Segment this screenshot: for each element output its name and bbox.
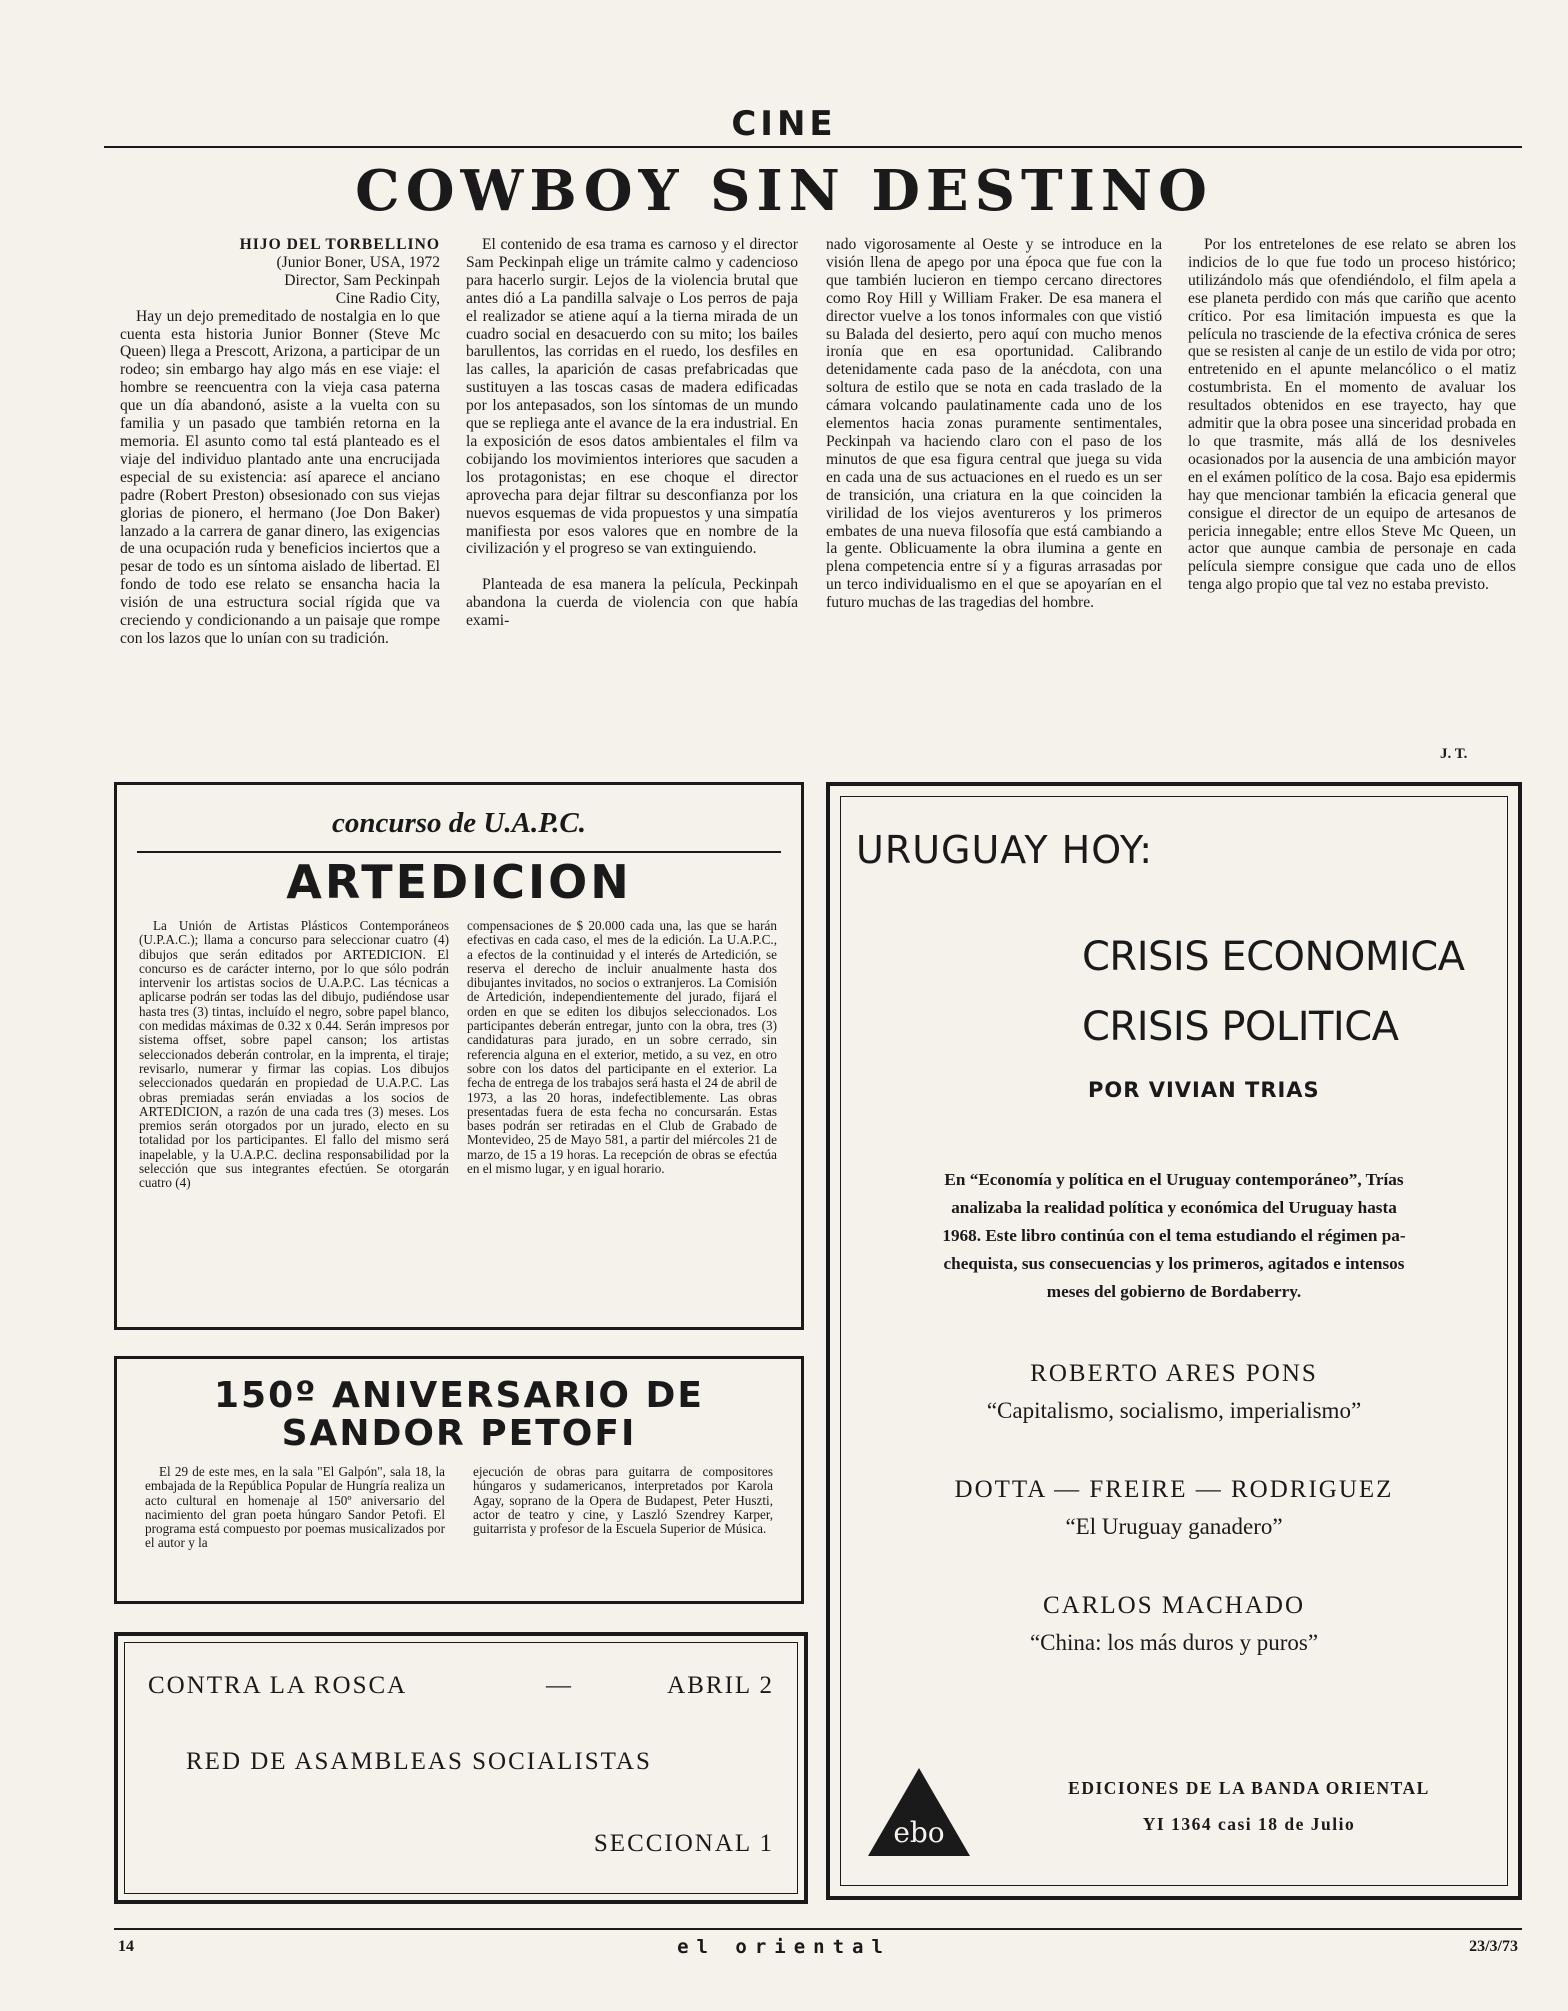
rosca-middle: RED DE ASAMBLEAS SOCIALISTAS [186,1748,652,1775]
rosca-box [114,1632,808,1904]
contest-kicker: concurso de U.A.P.C. [331,807,587,839]
rosca-dash: — [546,1672,573,1699]
contest-column-2 [467,919,777,1307]
footer-rule [114,1928,1522,1930]
credits-line: Cine Radio City, [335,289,440,307]
book-entry [830,1476,1518,1540]
section-label: CINE [731,104,837,144]
review-signature: J. T. [1440,746,1468,762]
paragraph: Hay un dejo premeditado de nostalgia en lo que cuenta esta historia Junior Bonner (Steve Mc Queen) llega a Prescott, Arizona, a participar de un rodeo; sin embargo hay algo más en ese viaje: el hombre se reencuentra con la vieja casa paterna que un día abandonó, asiste a la vuelta con su familia y un pasado que también retorna en la memoria. El asunto como tal está planteado es el viaje del individuo plantado ante una encrucijada especial de su existencia: así aparece el anciano padre (Robert Preston) obsesionado con sus viejas glorias de pionero, el hermano (Joe Don Baker) lanzado a la carrera de ganar dinero, las exigencias de una ocupación ruda y beneficios inciertos que a pesar de todo es un síntoma aislado de libertad. El fondo de todo ese relato se ensancha hacia la visión de una estructura social rígida que va creciendo y condicionando a un paisaje que rompe con los lazos que lo unían con su tradición. [120,307,440,647]
ad-crisis-politica: CRISIS POLITICA [1082,1004,1399,1050]
rosca-right: ABRIL 2 [667,1672,774,1699]
review-column-3 [826,236,1162,766]
issue-date: 23/3/73 [1469,1938,1518,1955]
page-number: 14 [118,1938,134,1955]
article-headline: COWBOY SIN DESTINO [355,158,1213,224]
review-text [120,308,440,768]
description-line: chequista, sus consecuencias y los primeros, agitados e intensos [943,1254,1405,1273]
description-line: analizaba la realidad política y económica del Uruguay hasta [951,1198,1397,1217]
ad-title: URUGUAY HOY: [856,828,1153,872]
description-line: 1968. Este libro continúa con el tema estudiando el régimen pa- [942,1226,1406,1245]
description-line: meses del gobierno de Bordaberry. [1046,1282,1302,1301]
rosca-left: CONTRA LA ROSCA [148,1672,408,1699]
book-author: ROBERTO ARES PONS [1030,1360,1318,1387]
logo-letters: ebo [893,1816,945,1849]
film-credits [120,236,440,308]
ad-description [848,1166,1500,1306]
ad-crisis-economica: CRISIS ECONOMICA [1082,934,1465,980]
publication-name: el oriental [677,1936,891,1958]
publisher-logo-icon [864,1764,974,1860]
book-entry [830,1360,1518,1424]
book-author: DOTTA — FREIRE — RODRIGUEZ [954,1476,1394,1503]
book-entry [830,1592,1518,1656]
paragraph: ejecución de obras para guitarra de compositores húngaros y sudamericanos, interpretados por Karola Agay, soprano de la Opera de Budapest, Peter Huszti, actor de teatro y cine, y Laszló Szendrey Karper, guitarrista y profesor de la Escuela Superior de Música. [473,1465,773,1537]
paragraph: Planteada de esa manera la película, Peckinpah abandona la cuerda de violencia con que había exami- [466,576,798,630]
paragraph: Por los entretelones de ese relato se abren los indicios de lo que fue todo un proceso histórico; utilizándolo más que ofendiéndolo, el film apela a ese planeta perdido con más que cariño que acento crítico. Por esa limitación impuesta es que la película no trasciende de la efectiva crónica de seres que se resisten al canje de un estilo de vida por otro; entretenido en el apunte melancólico o el matiz costumbrista. En el momento de avaluar los resultados obtenidos en ese trayecto, hay que admitir que la obra posee una sinceridad probada en lo que trasmite, más allá de los desniveles ocasionados por la ausencia de una ambición mayor en el exámen político de la cosa. Bajo esa epidermis hay que mencionar también la eficacia general que consigue el director de un equipo de artesanos de pericia innegable; entre ellos Steve Mc Queen, un actor que aunque cambia de personaje en cada película siempre consigue que cada uno de ellos tenga algo propio que tal vez no estaba previsto. [1188,236,1516,594]
petofi-title-line: SANDOR PETOFI [281,1413,637,1454]
contest-title: ARTEDICION [286,855,632,909]
film-title: HIJO DEL TORBELLINO [239,236,440,253]
paragraph: nado vigorosamente al Oeste y se introduce en la visión llena de apego por una época que fue con la que también lucieron en tiempo cercano directores como Roy Hill y William Fraker. De esa manera el director vuelve a los tonos informales con que vistió su Balada del desierto, pero aquí con mucho menos ironía que en esa oportunidad. Calibrando detenidamente cada paso de la anécdota, con una soltura de estilo que se nota en cada traslado de la cámara volcando paulatinamente cada uno de los elementos hacia zonas puramente sentimentales, Peckinpah va haciendo claro con el paso de los minutos de que esa figura central que juega su vida en cada una de sus actuaciones en el ruedo es un ser de transición, una criatura en la que coinciden la virilidad de los viejos aventureros y los primeros embates de una nueva filosofía que está cambiando a la gente. Oblicuamente la obra ilumina a gente en plena competencia entre sí y a figuras arrasadas por un terco individualismo en el que se apoyarían en el futuro muchas de las tragedias del hombre. [826,236,1162,612]
petofi-box [114,1356,804,1604]
book-title: “China: los más duros y puros” [1029,1630,1319,1655]
description-line: En “Economía y política en el Uruguay contemporáneo”, Trías [944,1170,1404,1189]
contest-column-1 [139,919,449,1307]
paragraph: El 29 de este mes, en la sala "El Galpón", sala 18, la embajada de la República Popular de Hungría realiza un acto cultural en homenaje al 150º aniversario del nacimiento del gran poeta húngaro Sandor Petofi. El programa está compuesto por poemas musicalizados por el autor y la [145,1465,445,1551]
review-column-4 [1188,236,1516,732]
publisher-name: EDICIONES DE LA BANDA ORIENTAL [1068,1778,1430,1798]
credits-line: Director, Sam Peckinpah [284,271,440,289]
header-rule [104,146,1522,148]
book-author: CARLOS MACHADO [1042,1592,1306,1619]
book-title: “Capitalismo, socialismo, imperialismo” [986,1398,1362,1423]
paragraph: La Unión de Artistas Plásticos Contemporáneos (U.P.A.C.); llama a concurso para seleccionar cuatro (4) dibujos que serán editados por ARTEDICION. El concurso es de carácter interno, por lo que sólo podrán intervenir los artistas socios de U.A.P.C. Las técnicas a aplicarse podrán ser todas las del dibujo, pudiéndose usar hasta tres (3) tintas, incluído el negro, sobre papel blanco, con medidas máximas de 0.32 x 0.44. Serán impresos por sistema offset, sobre papel canson; los artistas seleccionados deberán controlar, en la imprenta, el tiraje; revisarlo, numerar y firmar las copias. Los dibujos seleccionados quedarán en propiedad de U.A.P.C. Las obras premiadas serán enviadas a los socios de ARTEDICION, a razón de una cada tres (3) meses. Los premios serán otorgados por un jurado, electo en su totalidad por los participantes. El fallo del mismo será inapelable, y la U.A.P.C. declina responsabilidad por la selección que sus integrantes efectúen. Se otorgarán cuatro (4) [139,919,449,1191]
paragraph: compensaciones de $ 20.000 cada una, las que se harán efectivas en cada caso, el mes de la edición. La U.A.P.C., a efectos de la continuidad y el interés de Artedición, se reserva el derecho de incluir anualmente hasta dos dibujantes invitados, no socios o extranjeros. La Comisión de Artedición, independientemente del jurado, fijará el orden en que se editen los dibujos seleccionados. Los participantes deberán entregar, junto con la obra, tres (3) candidaturas para jurado, en un sobre cerrado, sin referencia alguna en el exterior, metido, a su vez, en otro sobre con los datos del participante en el exterior. La fecha de entrega de los trabajos será hasta el 24 de abril de 1973, a las 20 horas, indefectiblemente. Las obras presentadas fuera de esta fecha no concursarán. Estas bases podrán ser retiradas en el Club de Grabado de Montevideo, 25 de Mayo 581, a partir del miércoles 21 de marzo, de 15 a 19 horas. La recepción de obras se efectúa en el mismo lugar, y en igual horario. [467,919,777,1177]
contest-box [114,782,804,1330]
review-column-2 [466,236,798,766]
petofi-column-2 [473,1465,773,1595]
credits-line: (Junior Boner, USA, 1972 [276,253,440,271]
petofi-column-1 [145,1465,445,1595]
book-ad-box [826,782,1522,1900]
petofi-title [117,1377,801,1453]
contest-rule [137,851,781,853]
review-column-1 [120,236,440,768]
ad-book-author: POR VIVIAN TRIAS [1088,1078,1320,1102]
paragraph: El contenido de esa trama es carnoso y el director Sam Peckinpah elige un trámite calmo y cadencioso para hacerlo surgir. Lejos de la violencia brutal que antes dió a La pandilla salvaje o Los perros de paja el realizador se atiene aquí a la tierna mirada de un cuadro social en desacuerdo con su mito; los bailes barullentos, las corridas en el ruedo, los desfiles en las calles, la aparición de casas prefabricadas que sustituyen a las toscas casas de madera edificadas por los antepasados, son los síntomas de un mundo que se repliega ante el avance de la era industrial. En la exposición de esos datos ambientales el film va cobijando los movimientos interiores que sacuden a los protagonistas; en ese choque el director aprovecha para dejar filtrar su desconfianza por los nuevos esquemas de vida propuestos y una simpatía manifiesta por esos valores que en nombre de la civilización y el progreso se van extinguiendo. [466,236,798,558]
book-title: “El Uruguay ganadero” [1065,1514,1283,1539]
publisher-address: YI 1364 casi 18 de Julio [1142,1814,1356,1834]
rosca-bottom: SECCIONAL 1 [593,1830,774,1857]
petofi-title-line: 150º ANIVERSARIO DE [213,1375,705,1416]
